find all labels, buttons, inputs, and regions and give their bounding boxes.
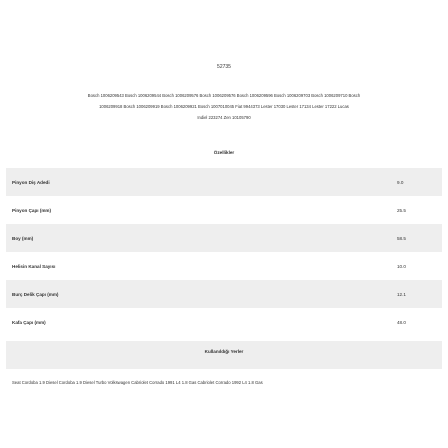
- spec-label: Boy (mm): [12, 235, 34, 241]
- spec-row: [6, 196, 442, 224]
- spec-table: [6, 168, 442, 336]
- spec-value: 9.0: [397, 179, 404, 185]
- usage-text: Seat Cordoba 1.9 Diesel Cordoba 1.9 Diesel Turbo Volkswagen Cabriolet Corrado 1991 L4 1.8 Gas Cabriolet Corrado 1992 L4 1.8 Gas: [12, 380, 263, 385]
- spec-row: [6, 308, 442, 336]
- spec-row: [6, 280, 442, 308]
- usage-title: Kullanıldığı Yerler: [204, 349, 244, 354]
- reference-line: Bosch 1006209543 Bosch 1006209544 Bosch 1006209576 Bosch 1006209576 Bosch 1006209596 Bosch 1006209703 Bosch 1006209710 Bosch: [87, 93, 361, 98]
- spec-row: [6, 168, 442, 196]
- spec-value: 12.1: [397, 291, 406, 297]
- reference-line: Indiel 223274 Zen 10105790: [197, 115, 251, 120]
- spec-value: 48.0: [397, 319, 406, 325]
- spec-row: [6, 252, 442, 280]
- reference-line: 1006209918 Bosch 1006209919 Bosch 1006209921 Bosch 1007010045 Fiat 9944373 Lester 17030 Lester 17134 Lester 17222 Lucas: [99, 104, 349, 109]
- spec-label: Kafa Çapı (mm): [12, 319, 46, 325]
- product-code: 52735: [217, 64, 231, 70]
- cross-reference-list: [16, 90, 432, 123]
- spec-value: 10.0: [397, 263, 406, 269]
- spec-value: 25.5: [397, 207, 406, 213]
- spec-label: Burç Delik Çapı (mm): [12, 291, 59, 297]
- spec-label: Pinyon Çapı (mm): [12, 207, 52, 213]
- usage-header-band: [6, 341, 442, 369]
- spec-row: [6, 224, 442, 252]
- spec-value: 58.5: [397, 235, 406, 241]
- specs-title: Özellikler: [213, 150, 235, 155]
- spec-label: Pinyon Diş Adedi: [12, 179, 50, 185]
- spec-label: Helisin Kanal Sayısı: [12, 263, 56, 269]
